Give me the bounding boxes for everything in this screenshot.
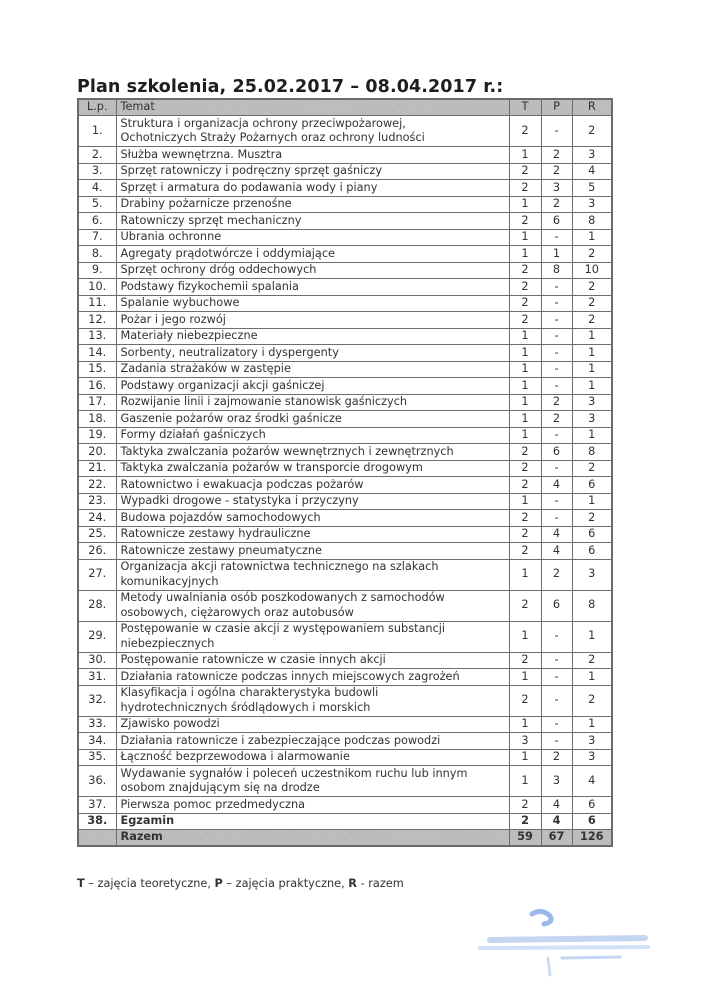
- row-topic-line: Budowa pojazdów samochodowych: [120, 510, 321, 524]
- row-topic-line: Zjawisko powodzi: [120, 717, 220, 730]
- table-row: [78, 749, 612, 766]
- row-topic: [116, 526, 509, 543]
- row-topic-line: Organizacja akcji ratownictwa technicznego na szlakach: [120, 560, 439, 573]
- row-t: 1: [509, 378, 541, 395]
- row-p: 2: [541, 163, 572, 180]
- row-r: 1: [572, 716, 612, 733]
- legend: [77, 877, 404, 890]
- header-lp: L.p.: [78, 99, 116, 116]
- row-r: 5: [572, 180, 612, 197]
- table-row: [78, 652, 612, 669]
- table-row: [78, 361, 612, 378]
- row-p: 4: [541, 797, 572, 814]
- row-topic: [116, 312, 509, 329]
- row-t: 1: [509, 229, 541, 246]
- table-row: [78, 328, 612, 345]
- table-row: [78, 460, 612, 477]
- table-row: [78, 229, 612, 246]
- table-row: [78, 427, 612, 444]
- row-p: -: [541, 312, 572, 329]
- row-topic: [116, 328, 509, 345]
- row-topic: [116, 378, 509, 395]
- legend-t-text: – zajęcia teoretyczne,: [84, 877, 215, 890]
- row-topic: [116, 813, 509, 830]
- row-topic: [116, 493, 509, 510]
- table-row: [78, 262, 612, 279]
- row-t: 1: [509, 669, 541, 686]
- row-lp: 32.: [78, 685, 116, 716]
- row-p: -: [541, 378, 572, 395]
- row-topic: [116, 460, 509, 477]
- row-r: 1: [572, 361, 612, 378]
- row-p: 2: [541, 411, 572, 428]
- row-topic-line: Podstawy organizacji akcji gaśniczej: [120, 378, 325, 392]
- row-lp: 35.: [78, 749, 116, 766]
- table-row: [78, 510, 612, 527]
- row-t: 1: [509, 361, 541, 378]
- row-topic-line: Drabiny pożarnicze przenośne: [120, 197, 292, 210]
- row-t: 1: [509, 345, 541, 362]
- row-topic-line: Struktura i organizacja ochrony przeciwpożarowej,: [120, 116, 406, 130]
- row-topic-line: osobom znajdującym się na drodze: [120, 781, 320, 794]
- header-r: R: [572, 99, 612, 116]
- row-topic-line: Ubrania ochronne: [120, 230, 222, 243]
- row-r: 3: [572, 733, 612, 750]
- header-topic: Temat: [116, 99, 509, 116]
- row-topic: [116, 361, 509, 378]
- row-r: 2: [572, 685, 612, 716]
- row-t: 2: [509, 163, 541, 180]
- row-topic-line: Ratownictwo i ewakuacja podczas pożarów: [120, 477, 364, 491]
- signature-stamp-icon: [470, 900, 690, 990]
- row-lp: 17.: [78, 394, 116, 411]
- row-p: 6: [541, 213, 572, 230]
- row-topic-line: Łączność bezprzewodowa i alarmowanie: [120, 750, 350, 763]
- row-t: 2: [509, 262, 541, 279]
- row-t: 2: [509, 652, 541, 669]
- row-topic-line: Sorbenty, neutralizatory i dyspergenty: [120, 345, 339, 359]
- row-topic: [116, 411, 509, 428]
- row-r: 3: [572, 411, 612, 428]
- row-lp: 24.: [78, 510, 116, 527]
- row-p: 2: [541, 147, 572, 164]
- row-topic-line: Podstawy fizykochemii spalania: [120, 279, 299, 293]
- row-topic: [116, 477, 509, 494]
- row-t: 1: [509, 246, 541, 263]
- row-lp: 5.: [78, 196, 116, 213]
- row-p: 4: [541, 813, 572, 830]
- total-row: [78, 830, 612, 846]
- row-r: 4: [572, 163, 612, 180]
- row-p: -: [541, 652, 572, 669]
- row-lp: 14.: [78, 345, 116, 362]
- row-lp: 12.: [78, 312, 116, 329]
- row-r: 8: [572, 213, 612, 230]
- header-t: T: [509, 99, 541, 116]
- row-p: 3: [541, 180, 572, 197]
- row-t: 1: [509, 328, 541, 345]
- row-r: 2: [572, 510, 612, 527]
- row-t: 1: [509, 411, 541, 428]
- row-lp: 2.: [78, 147, 116, 164]
- row-p: -: [541, 685, 572, 716]
- legend-r-text: - razem: [357, 877, 404, 890]
- row-t: 2: [509, 813, 541, 830]
- row-topic-line: Taktyka zwalczania pożarów w transporcie drogowym: [120, 461, 423, 474]
- document-title: Plan szkolenia, 25.02.2017 – 08.04.2017 r.:: [77, 77, 504, 97]
- row-topic: [116, 716, 509, 733]
- row-topic: [116, 246, 509, 263]
- row-topic-line: Sprzęt ratowniczy i podręczny sprzęt gaśniczy: [120, 164, 383, 177]
- row-t: 2: [509, 213, 541, 230]
- table-row: [78, 621, 612, 652]
- legend-p-key: P: [214, 877, 223, 890]
- row-topic-line: Ochotniczych Straży Pożarnych oraz ochrony ludności: [120, 131, 425, 144]
- row-p: 2: [541, 196, 572, 213]
- row-t: 2: [509, 477, 541, 494]
- row-topic-line: Wydawanie sygnałów i poleceń uczestnikom ruchu lub innym: [120, 766, 468, 780]
- row-topic-line: Sprzęt ochrony dróg oddechowych: [120, 263, 317, 276]
- row-p: -: [541, 733, 572, 750]
- row-t: 1: [509, 427, 541, 444]
- row-p: 6: [541, 590, 572, 621]
- row-p: 6: [541, 444, 572, 461]
- row-topic: [116, 147, 509, 164]
- row-topic-line: Zadania strażaków w zastępie: [120, 362, 291, 375]
- row-r: 8: [572, 590, 612, 621]
- row-p: -: [541, 493, 572, 510]
- row-topic-line: komunikacyjnych: [120, 574, 219, 588]
- row-t: 1: [509, 621, 541, 652]
- row-topic: [116, 345, 509, 362]
- table-row: [78, 590, 612, 621]
- row-topic: [116, 180, 509, 197]
- row-topic: [116, 116, 509, 147]
- row-r: 6: [572, 526, 612, 543]
- row-lp: 33.: [78, 716, 116, 733]
- row-p: -: [541, 295, 572, 312]
- row-p: 4: [541, 526, 572, 543]
- row-p: 3: [541, 766, 572, 797]
- row-lp: 29.: [78, 621, 116, 652]
- row-p: -: [541, 460, 572, 477]
- row-r: 3: [572, 749, 612, 766]
- row-lp: 25.: [78, 526, 116, 543]
- row-topic: [116, 797, 509, 814]
- table-row: [78, 163, 612, 180]
- row-topic: [116, 543, 509, 560]
- row-topic-line: Agregaty prądotwórcze i oddymiające: [120, 246, 335, 260]
- table-row: [78, 543, 612, 560]
- row-r: 3: [572, 559, 612, 590]
- total-lp: [78, 830, 116, 846]
- row-topic: [116, 669, 509, 686]
- row-topic-line: niebezpiecznych: [120, 636, 215, 650]
- row-t: 2: [509, 685, 541, 716]
- row-lp: 26.: [78, 543, 116, 560]
- row-topic: [116, 590, 509, 621]
- table-row: [78, 444, 612, 461]
- row-r: 8: [572, 444, 612, 461]
- row-topic-line: osobowych, ciężarowych oraz autobusów: [120, 605, 354, 619]
- row-lp: 13.: [78, 328, 116, 345]
- row-topic: [116, 213, 509, 230]
- row-r: 1: [572, 229, 612, 246]
- row-topic-line: Działania ratownicze i zabezpieczające podczas powodzi: [120, 733, 441, 747]
- row-r: 2: [572, 460, 612, 477]
- row-t: 2: [509, 295, 541, 312]
- row-topic-line: hydrotechnicznych śródlądowych i morskich: [120, 700, 371, 714]
- row-t: 2: [509, 510, 541, 527]
- row-r: 2: [572, 312, 612, 329]
- row-topic-line: Ratowniczy sprzęt mechaniczny: [120, 213, 302, 227]
- row-lp: 38.: [78, 813, 116, 830]
- row-t: 1: [509, 493, 541, 510]
- row-p: -: [541, 427, 572, 444]
- row-p: -: [541, 621, 572, 652]
- row-r: 2: [572, 116, 612, 147]
- row-p: -: [541, 510, 572, 527]
- row-lp: 11.: [78, 295, 116, 312]
- table-row: [78, 813, 612, 830]
- row-lp: 28.: [78, 590, 116, 621]
- row-r: 1: [572, 621, 612, 652]
- row-r: 2: [572, 279, 612, 296]
- row-topic: [116, 510, 509, 527]
- row-r: 6: [572, 543, 612, 560]
- row-t: 2: [509, 444, 541, 461]
- row-t: 1: [509, 196, 541, 213]
- table-row: [78, 345, 612, 362]
- row-t: 1: [509, 716, 541, 733]
- row-r: 2: [572, 652, 612, 669]
- row-topic: [116, 229, 509, 246]
- row-r: 3: [572, 196, 612, 213]
- row-p: 2: [541, 749, 572, 766]
- row-lp: 21.: [78, 460, 116, 477]
- table-row: [78, 246, 612, 263]
- table-row: [78, 279, 612, 296]
- row-topic: [116, 279, 509, 296]
- legend-p-text: – zajęcia praktyczne,: [222, 877, 349, 890]
- row-r: 10: [572, 262, 612, 279]
- table-row: [78, 213, 612, 230]
- row-topic: [116, 733, 509, 750]
- row-lp: 27.: [78, 559, 116, 590]
- row-r: 4: [572, 766, 612, 797]
- row-topic-line: Postępowanie w czasie akcji z występowaniem substancji: [120, 622, 446, 635]
- row-p: -: [541, 669, 572, 686]
- row-p: -: [541, 279, 572, 296]
- row-p: 1: [541, 246, 572, 263]
- table-row: [78, 526, 612, 543]
- row-lp: 18.: [78, 411, 116, 428]
- row-t: 2: [509, 797, 541, 814]
- row-r: 1: [572, 427, 612, 444]
- row-lp: 20.: [78, 444, 116, 461]
- row-p: -: [541, 116, 572, 147]
- row-p: 2: [541, 559, 572, 590]
- total-label: Razem: [116, 830, 509, 846]
- row-t: 3: [509, 733, 541, 750]
- row-r: 1: [572, 328, 612, 345]
- table-row: [78, 378, 612, 395]
- row-topic-line: Spalanie wybuchowe: [120, 296, 240, 309]
- row-topic-line: Klasyfikacja i ogólna charakterystyka budowli: [120, 686, 379, 699]
- row-topic-line: Ratownicze zestawy pneumatyczne: [120, 543, 322, 557]
- row-lp: 31.: [78, 669, 116, 686]
- table-row: [78, 716, 612, 733]
- row-t: 2: [509, 312, 541, 329]
- row-topic: [116, 163, 509, 180]
- row-t: 1: [509, 147, 541, 164]
- row-r: 2: [572, 246, 612, 263]
- header-p: P: [541, 99, 572, 116]
- row-lp: 30.: [78, 652, 116, 669]
- row-topic: [116, 559, 509, 590]
- table-row: [78, 559, 612, 590]
- row-p: 2: [541, 394, 572, 411]
- row-t: 2: [509, 526, 541, 543]
- row-lp: 8.: [78, 246, 116, 263]
- row-t: 2: [509, 590, 541, 621]
- row-topic-line: Metody uwalniania osób poszkodowanych z samochodów: [120, 591, 445, 604]
- row-lp: 7.: [78, 229, 116, 246]
- row-p: -: [541, 345, 572, 362]
- row-r: 6: [572, 797, 612, 814]
- row-lp: 36.: [78, 766, 116, 797]
- row-p: 8: [541, 262, 572, 279]
- row-t: 1: [509, 749, 541, 766]
- row-topic-line: Działania ratownicze podczas innych miejscowych zagrożeń: [120, 669, 460, 683]
- row-topic-line: Służba wewnętrzna. Musztra: [120, 147, 283, 161]
- table-row: [78, 411, 612, 428]
- table-row: [78, 766, 612, 797]
- row-r: 6: [572, 813, 612, 830]
- row-t: 1: [509, 394, 541, 411]
- row-p: 4: [541, 543, 572, 560]
- row-topic-line: Taktyka zwalczania pożarów wewnętrznych i zewnętrznych: [120, 444, 454, 458]
- table-row: [78, 180, 612, 197]
- table-row: [78, 733, 612, 750]
- table-row: [78, 312, 612, 329]
- row-p: 4: [541, 477, 572, 494]
- training-plan-table: [77, 98, 613, 847]
- row-topic-line: Rozwijanie linii i zajmowanie stanowisk gaśniczych: [120, 395, 408, 408]
- row-lp: 4.: [78, 180, 116, 197]
- row-r: 1: [572, 345, 612, 362]
- row-topic: [116, 652, 509, 669]
- row-lp: 37.: [78, 797, 116, 814]
- total-p: 67: [541, 830, 572, 846]
- row-r: 3: [572, 147, 612, 164]
- row-t: 2: [509, 460, 541, 477]
- table-row: [78, 116, 612, 147]
- table-row: [78, 295, 612, 312]
- total-t: 59: [509, 830, 541, 846]
- row-p: -: [541, 361, 572, 378]
- row-lp: 1.: [78, 116, 116, 147]
- row-topic: [116, 427, 509, 444]
- row-lp: 22.: [78, 477, 116, 494]
- row-r: 2: [572, 295, 612, 312]
- legend-r-key: R: [348, 877, 357, 890]
- row-topic: [116, 444, 509, 461]
- row-topic-line: Formy działań gaśniczych: [120, 428, 266, 441]
- row-t: 1: [509, 559, 541, 590]
- table-row: [78, 196, 612, 213]
- row-topic-line: Pożar i jego rozwój: [120, 312, 226, 326]
- table-row: [78, 477, 612, 494]
- row-topic-line: Sprzęt i armatura do podawania wody i piany: [120, 180, 378, 194]
- row-topic-line: Wypadki drogowe - statystyka i przyczyny: [120, 494, 359, 507]
- row-lp: 23.: [78, 493, 116, 510]
- row-r: 1: [572, 493, 612, 510]
- row-t: 1: [509, 766, 541, 797]
- row-topic: [116, 749, 509, 766]
- row-p: -: [541, 716, 572, 733]
- row-r: 1: [572, 378, 612, 395]
- table-body: [78, 116, 612, 830]
- row-topic: [116, 621, 509, 652]
- row-lp: 3.: [78, 163, 116, 180]
- table-row: [78, 493, 612, 510]
- row-r: 1: [572, 669, 612, 686]
- row-topic-line: Gaszenie pożarów oraz środki gaśnicze: [120, 411, 342, 425]
- row-t: 2: [509, 180, 541, 197]
- row-topic: [116, 295, 509, 312]
- legend-t-key: T: [77, 877, 85, 890]
- row-topic-line: Ratownicze zestawy hydrauliczne: [120, 527, 311, 540]
- row-topic-line: Materiały niebezpieczne: [120, 329, 258, 342]
- row-lp: 15.: [78, 361, 116, 378]
- table-header-row: [78, 99, 612, 116]
- row-r: 6: [572, 477, 612, 494]
- row-t: 2: [509, 543, 541, 560]
- row-lp: 10.: [78, 279, 116, 296]
- table-row: [78, 147, 612, 164]
- row-lp: 6.: [78, 213, 116, 230]
- table-row: [78, 797, 612, 814]
- row-r: 3: [572, 394, 612, 411]
- row-lp: 9.: [78, 262, 116, 279]
- table-row: [78, 394, 612, 411]
- total-r: 126: [572, 830, 612, 846]
- row-topic-line: Pierwsza pomoc przedmedyczna: [120, 797, 306, 811]
- table-row: [78, 685, 612, 716]
- row-p: -: [541, 328, 572, 345]
- row-topic: [116, 685, 509, 716]
- table-row: [78, 669, 612, 686]
- row-lp: 34.: [78, 733, 116, 750]
- row-lp: 16.: [78, 378, 116, 395]
- row-topic-line: Egzamin: [120, 814, 175, 827]
- row-topic: [116, 262, 509, 279]
- row-topic: [116, 766, 509, 797]
- row-lp: 19.: [78, 427, 116, 444]
- row-topic-line: Postępowanie ratownicze w czasie innych akcji: [120, 653, 386, 666]
- row-t: 2: [509, 116, 541, 147]
- row-topic: [116, 196, 509, 213]
- row-p: -: [541, 229, 572, 246]
- row-t: 2: [509, 279, 541, 296]
- row-topic: [116, 394, 509, 411]
